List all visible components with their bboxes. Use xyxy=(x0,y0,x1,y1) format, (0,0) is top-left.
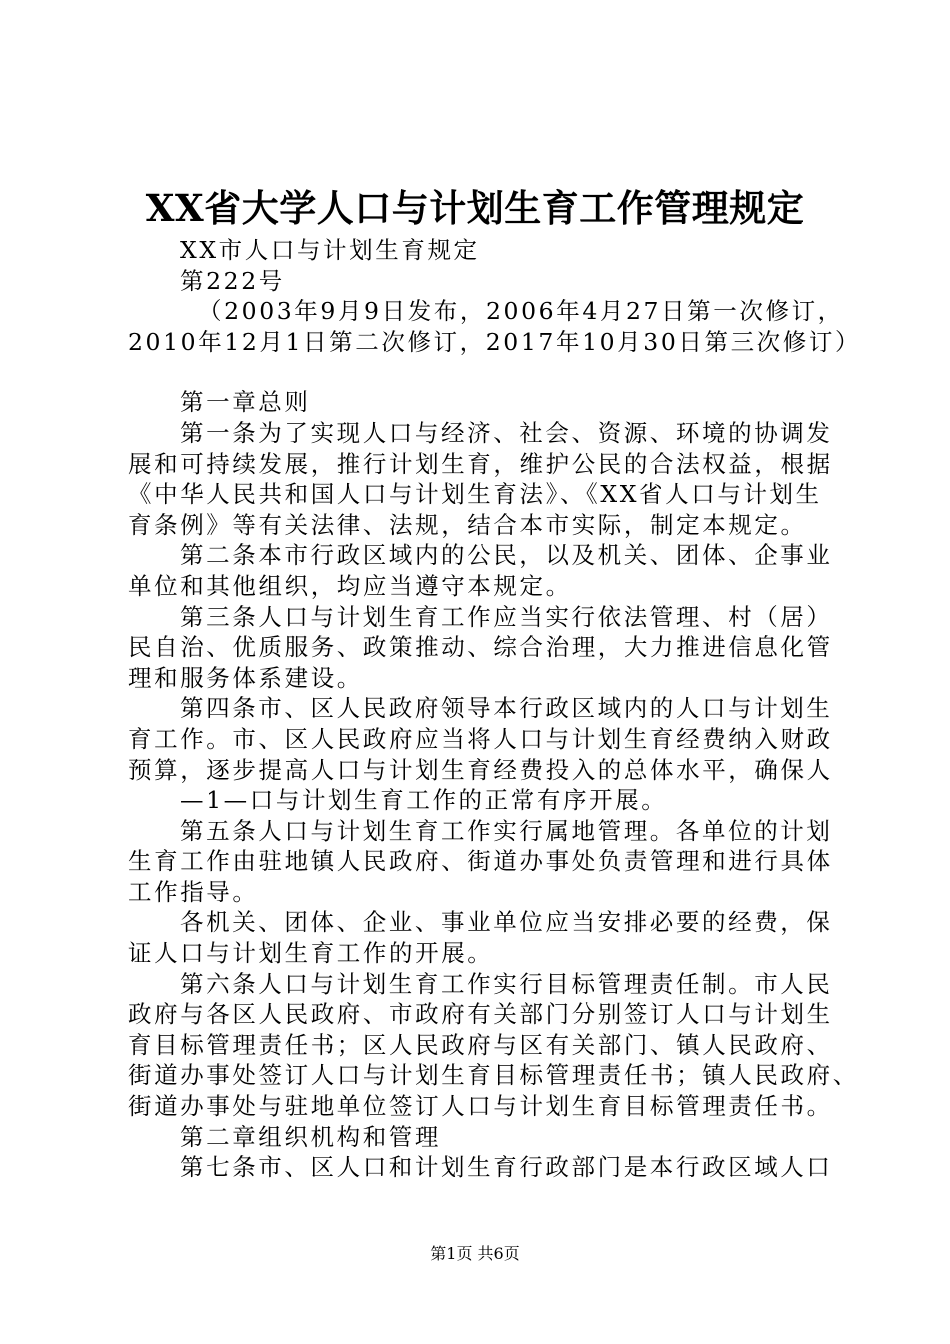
number-line: 第222号 xyxy=(180,266,285,295)
chapter-heading: 第一章总则 xyxy=(180,388,311,417)
paragraph-line: 第四条市、区人民政府领导本行政区域内的人口与计划生 xyxy=(180,694,833,723)
paragraph-line: 第二条本市行政区域内的公民，以及机关、团体、企事业 xyxy=(180,541,833,570)
date-line: （2003年9月9日发布，2006年4月27日第一次修订， xyxy=(198,297,844,326)
spacer xyxy=(128,357,830,387)
date-line-cont: 2010年12月1日第二次修订，2017年10月30日第三次修订） xyxy=(128,327,862,356)
paragraph-line: 育工作。市、区人民政府应当将人口与计划生育经费纳入财政 xyxy=(128,724,833,753)
paragraph-line: 政府与各区人民政府、市政府有关部门分别签订人口与计划生 xyxy=(128,1000,833,1029)
paragraph-line: 单位和其他组织，均应当遵守本规定。 xyxy=(128,571,572,600)
document-body xyxy=(128,235,862,1183)
paragraph-line: 《中华人民共和国人口与计划生育法》、《XX省人口与计划生 xyxy=(128,480,822,509)
chapter-heading: 第二章组织机构和管理 xyxy=(180,1122,441,1151)
page-footer: 第1页 共6页 xyxy=(430,1244,520,1263)
paragraph-line: 证人口与计划生育工作的开展。 xyxy=(128,939,494,968)
paragraph-line: 展和可持续发展，推行计划生育，维护公民的合法权益，根据 xyxy=(128,449,833,478)
paragraph-line: 街道办事处签订人口与计划生育目标管理责任书；镇人民政府、 xyxy=(128,1061,859,1090)
paragraph-line: —1—口与计划生育工作的正常有序开展。 xyxy=(180,786,668,815)
paragraph-line: 预算，逐步提高人口与计划生育经费投入的总体水平，确保人 xyxy=(128,755,833,784)
subtitle-line: XX市人口与计划生育规定 xyxy=(180,236,480,264)
paragraph-line: 理和服务体系建设。 xyxy=(128,663,363,692)
paragraph-line: 工作指导。 xyxy=(128,877,259,906)
paragraph-line: 第五条人口与计划生育工作实行属地管理。各单位的计划 xyxy=(180,816,833,845)
paragraph-line: 第一条为了实现人口与经济、社会、资源、环境的协调发 xyxy=(180,418,833,447)
paragraph-line: 育条例》等有关法律、法规，结合本市实际，制定本规定。 xyxy=(128,510,807,539)
paragraph-line: 第六条人口与计划生育工作实行目标管理责任制。市人民 xyxy=(180,969,833,998)
paragraph-line: 生育工作由驻地镇人民政府、街道办事处负责管理和进行具体 xyxy=(128,847,833,876)
paragraph-line: 育目标管理责任书；区人民政府与区有关部门、镇人民政府、 xyxy=(128,1030,833,1059)
paragraph-line: 各机关、团体、企业、事业单位应当安排必要的经费，保 xyxy=(180,908,833,937)
document-title: XX省大学人口与计划生育工作管理规定 xyxy=(145,186,805,230)
paragraph-line: 第三条人口与计划生育工作应当实行依法管理、村（居） xyxy=(180,602,833,631)
paragraph-line: 民自治、优质服务、政策推动、综合治理，大力推进信息化管 xyxy=(128,633,833,662)
paragraph-line: 第七条市、区人口和计划生育行政部门是本行政区域人口 xyxy=(180,1153,833,1182)
paragraph-line: 街道办事处与驻地单位签订人口与计划生育目标管理责任书。 xyxy=(128,1092,833,1121)
